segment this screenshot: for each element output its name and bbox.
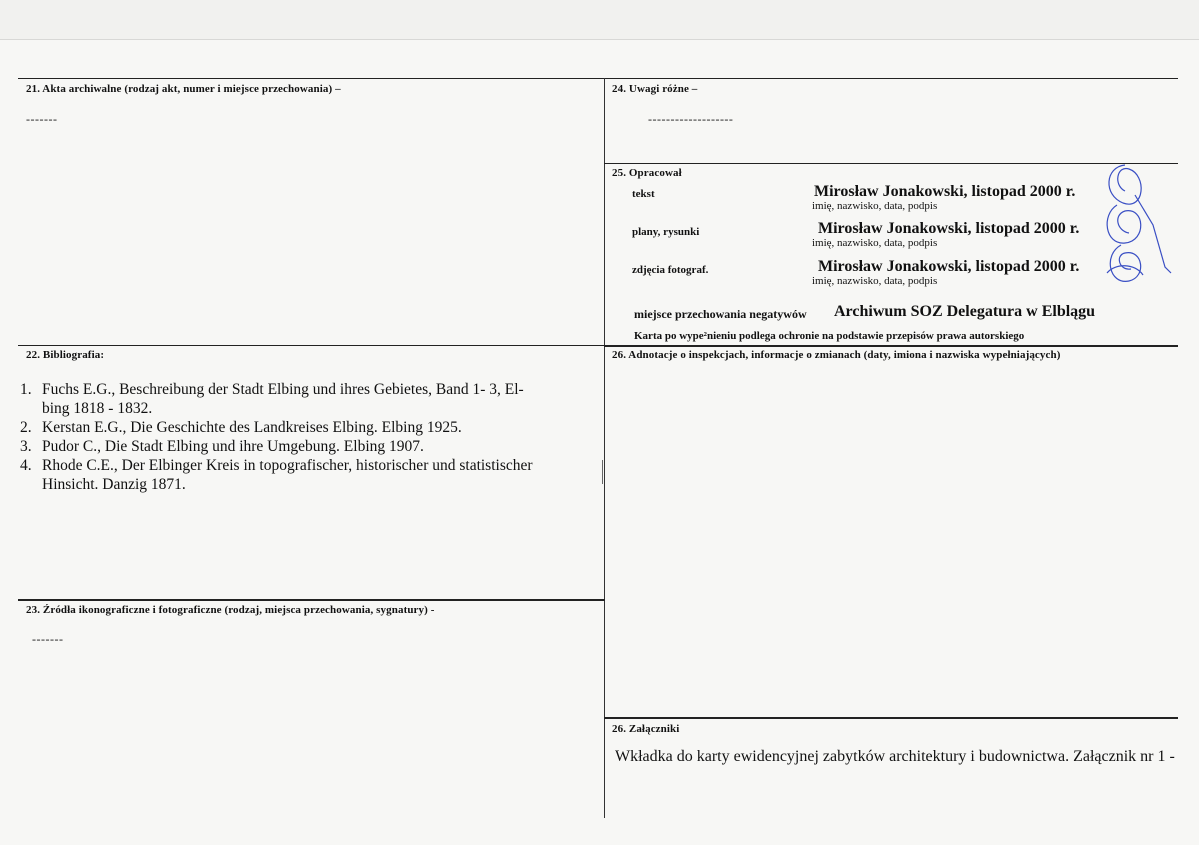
opracowal-label: 25. Opracował [612, 167, 682, 179]
rule-22 [18, 345, 605, 346]
uwagi-label: 24. Uwagi różne – [612, 83, 698, 95]
top-rule [18, 78, 1178, 79]
opr-key-zdjecia: zdjęcia fotograf. [632, 264, 709, 276]
zrodla-label: 23. Źródła ikonograficzne i fotograficzne (rodzaj, miejsca przechowania, sygnatury) - [26, 604, 435, 616]
list-item: 4. Rhode C.E., Der Elbinger Kreis in topografischer, historischer und statistischer Hinsicht. Danzig 1871. [20, 457, 533, 493]
zrodla-value: ------- [32, 632, 64, 646]
copyright-note: Karta po wype²nieniu podlega ochronie na podstawie przepisów prawa autorskiego [634, 330, 1025, 342]
uwagi-value: ------------------- [648, 112, 734, 126]
list-item: 1. Fuchs E.G., Beschreibung der Stadt Elbing und ihres Gebietes, Band 1- 3, El- bing 1818 - 1832. [20, 381, 524, 417]
scan-top-strip [0, 0, 1199, 40]
rule-zal [604, 717, 1178, 719]
akta-value: ------- [26, 112, 58, 126]
zalaczniki-text: Wkładka do karty ewidencyjnej zabytków architektury i budownictwa. Załącznik nr 1 - [615, 748, 1175, 765]
list-item: 2. Kerstan E.G., Die Geschichte des Landkreises Elbing. Elbing 1925. [20, 419, 462, 436]
opr-sub-plany: imię, nazwisko, data, podpis [812, 237, 938, 249]
handwritten-signature-icon [1095, 155, 1175, 295]
bibliografia-label: 22. Bibliografia: [26, 349, 105, 361]
opr-name-tekst: Mirosław Jonakowski, listopad 2000 r. [814, 183, 1076, 200]
opr-name-plany: Mirosław Jonakowski, listopad 2000 r. [818, 220, 1080, 237]
list-item: 3. Pudor C., Die Stadt Elbing und ihre Umgebung. Elbing 1907. [20, 438, 424, 455]
rule-23 [18, 599, 605, 601]
bibliography-list [20, 380, 605, 494]
opr-sub-zdjecia: imię, nazwisko, data, podpis [812, 275, 938, 287]
rule-26 [604, 345, 1178, 347]
rule-25 [604, 163, 1178, 164]
negatives-value: Archiwum SOZ Delegatura w Elblągu [834, 303, 1096, 320]
zalaczniki-label: 26. Załączniki [612, 723, 680, 735]
opr-key-tekst: tekst [632, 188, 655, 200]
opr-key-plany: plany, rysunki [632, 226, 700, 238]
opr-name-zdjecia: Mirosław Jonakowski, listopad 2000 r. [818, 258, 1080, 275]
negatives-label: miejsce przechowania negatywów [634, 307, 807, 321]
adnotacje-label: 26. Adnotacje o inspekcjach, informacje o zmianach (daty, imiona i nazwiska wypełniających) [612, 349, 1061, 361]
akta-label: 21. Akta archiwalne (rodzaj akt, numer i miejsce przechowania) – [26, 83, 341, 95]
opr-sub-tekst: imię, nazwisko, data, podpis [812, 200, 938, 212]
